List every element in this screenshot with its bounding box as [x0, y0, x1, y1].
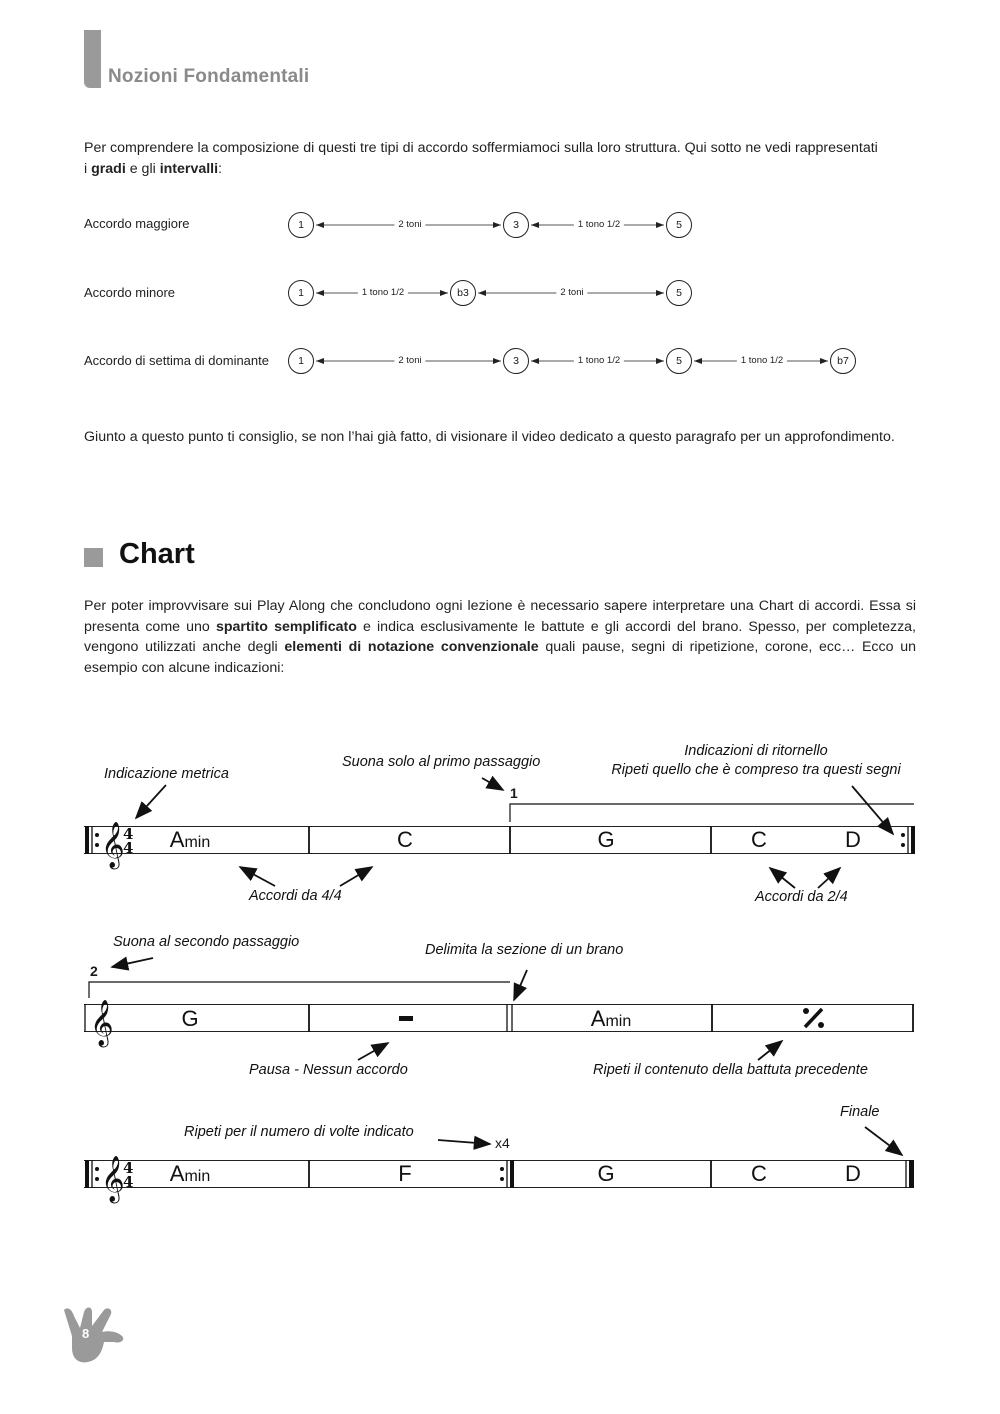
volta-number-2: 2	[90, 963, 98, 979]
intro-text: e gli	[125, 160, 160, 177]
annotation-metric: Indicazione metrica	[104, 766, 229, 782]
degree-circle: b3	[450, 280, 476, 306]
interval-label: 2 toni	[556, 287, 587, 298]
chart-intro-text: quali pause, segni di ripetizione, corone, ecc… Ecco un esempio con alcune indicazioni:	[84, 639, 916, 676]
chart-intro-text: Per poter improvvisare sui Play Along che concludono ogni lezione è necessario sapere interpretare una Chart di accordi. Essa si presenta come uno	[84, 598, 916, 635]
end-repeat-thick-bar	[510, 1160, 514, 1188]
annotation-rest: Pausa - Nessun accordo	[249, 1062, 408, 1078]
start-repeat-thick-bar	[85, 1160, 89, 1188]
time-signature-top: 4	[123, 825, 134, 843]
arrow-4-4-right	[340, 867, 372, 886]
degree-circle: 1	[288, 348, 314, 374]
interval-label: 1 tono 1/2	[358, 287, 408, 298]
chord-symbol	[591, 1006, 631, 1032]
interval-label: 2 toni	[394, 219, 425, 230]
repeat-dot	[95, 833, 99, 837]
interval-label: 1 tono 1/2	[574, 355, 624, 366]
arrow-metric	[136, 785, 166, 818]
annotation-second-pass: Suona al secondo passaggio	[113, 934, 300, 950]
intro-line1: Per comprendere la composizione di questi tre tipi di accordo soffermiamoci sulla loro struttura. Qui sotto ne vedi rappresentati	[84, 140, 878, 156]
time-signature-bottom: 4	[123, 1173, 134, 1191]
chord-symbol: G	[181, 1006, 199, 1031]
degree-circle: 1	[288, 280, 314, 306]
repeat-dot	[95, 843, 99, 847]
volta-bracket-2	[89, 982, 510, 998]
arrow-2-4-right	[818, 868, 840, 888]
chord-symbol: F	[398, 1161, 412, 1186]
time-signature-bottom: 4	[123, 839, 134, 857]
degree-circle: 5	[666, 212, 692, 238]
row-label-major: Accordo maggiore	[84, 216, 190, 231]
degree-circle: 1	[288, 212, 314, 238]
interval-label: 2 toni	[394, 355, 425, 366]
time-signature-top: 4	[123, 1159, 134, 1177]
volta-bracket-1	[510, 804, 914, 822]
annotation-four-four: Accordi da 4/4	[249, 888, 342, 904]
degree-circle: 3	[503, 212, 529, 238]
simile-mark	[803, 1008, 824, 1028]
degree-circle: 5	[666, 348, 692, 374]
annotation-section: Delimita la sezione di un brano	[425, 942, 624, 958]
rest-mark	[399, 1016, 413, 1021]
staff-row-2-marks	[85, 958, 913, 1060]
annotation-repeat-desc: Ripeti quello che è compreso tra questi segni	[611, 762, 901, 778]
advice-paragraph: Giunto a questo punto ti consiglio, se non l’hai già fatto, di visionare il video dedicato a questo paragrafo per un approfondimento.	[84, 429, 895, 445]
section-marker	[84, 548, 103, 567]
intro-text: :	[218, 160, 223, 177]
repeat-dot	[901, 833, 905, 837]
arrow-times	[438, 1140, 490, 1144]
chord-quality: min	[184, 1168, 211, 1185]
arrow-second-pass	[112, 958, 153, 967]
intro-bold-intervalli: intervalli	[159, 160, 219, 177]
repeat-dot	[500, 1177, 504, 1181]
repeat-dot	[95, 1177, 99, 1181]
treble-clef-icon: 𝄞	[101, 822, 125, 868]
annotation-repeat-title: Indicazioni di ritornello	[684, 743, 828, 759]
interval-label: 1 tono 1/2	[737, 355, 787, 366]
arrow-final	[865, 1127, 902, 1155]
chord-symbol: C	[397, 827, 413, 852]
volta-number-1: 1	[510, 785, 518, 801]
annotation-simile: Ripeti il contenuto della battuta precedente	[593, 1062, 868, 1078]
arrow-section	[514, 970, 527, 1000]
chord-symbol: G	[597, 1161, 615, 1186]
chord-symbol: C	[751, 1161, 767, 1186]
annotation-final: Finale	[840, 1104, 880, 1120]
interval-arrows	[0, 0, 1000, 400]
page-number-badge	[58, 1302, 130, 1371]
bold-elementi: elementi di notazione convenzionale	[284, 639, 539, 655]
repeat-dot	[500, 1167, 504, 1171]
chord-root: A	[590, 1006, 606, 1031]
arrow-rest	[358, 1043, 388, 1060]
section-title: Chart	[119, 538, 195, 570]
chart-intro-paragraph	[84, 596, 916, 678]
chord-root: A	[169, 1161, 185, 1186]
intro-text: i	[84, 160, 92, 177]
chord-symbol: D	[845, 827, 861, 852]
annotation-first-pass: Suona solo al primo passaggio	[342, 754, 541, 770]
repeat-dot	[901, 843, 905, 847]
start-repeat-thick-bar	[85, 826, 89, 854]
chord-symbol	[170, 1161, 210, 1187]
treble-clef-icon: 𝄞	[101, 1156, 125, 1202]
treble-clef-icon: 𝄞	[90, 1000, 114, 1046]
arrow-2-4-left	[770, 868, 795, 888]
degree-circle: 3	[503, 348, 529, 374]
hand-mascot-icon	[58, 1302, 130, 1366]
chord-symbol	[170, 827, 210, 853]
bold-spartito: spartito semplificato	[215, 618, 357, 635]
chord-root: A	[169, 827, 185, 852]
repeat-dot	[95, 1167, 99, 1171]
running-header: Nozioni Fondamentali	[108, 66, 310, 87]
final-thick-bar	[909, 1160, 914, 1188]
annotation-two-four: Accordi da 2/4	[755, 889, 848, 905]
chart-intro-text: e indica esclusivamente le battute e gli accordi del brano. Spesso, per completezza, vengono utilizzati anche degli	[84, 618, 916, 655]
intro-bold-gradi: gradi	[91, 160, 126, 177]
interval-label: 1 tono 1/2	[574, 219, 624, 230]
chord-symbol: D	[845, 1161, 861, 1186]
chord-quality: min	[184, 834, 211, 851]
annotation-times: Ripeti per il numero di volte indicato	[184, 1124, 414, 1140]
chord-quality: min	[605, 1013, 632, 1030]
degree-circle: 5	[666, 280, 692, 306]
row-label-minor: Accordo minore	[84, 285, 176, 300]
arrow-4-4-left	[240, 867, 275, 886]
page-number: 8	[82, 1326, 90, 1341]
degree-circle: b7	[830, 348, 856, 374]
chord-symbol: C	[751, 827, 767, 852]
row-label-dominant: Accordo di settima di dominante	[84, 353, 269, 368]
chord-symbol: G	[597, 827, 615, 852]
arrow-first-pass	[482, 778, 503, 790]
end-repeat-thick-bar	[911, 826, 915, 854]
repeat-count: x4	[495, 1135, 510, 1151]
arrow-simile	[758, 1041, 782, 1060]
